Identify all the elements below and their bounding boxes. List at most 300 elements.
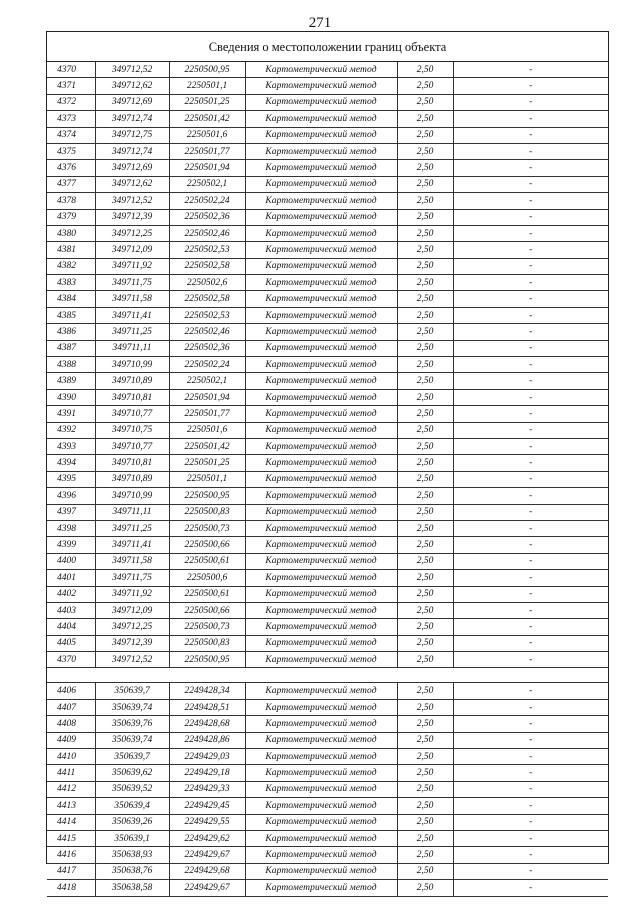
x-coordinate-cell: 349712,52 xyxy=(95,193,169,209)
point-number-cell: 4395 xyxy=(47,471,95,487)
y-coordinate-cell: 2250502,46 xyxy=(169,324,245,340)
table-row xyxy=(47,340,608,356)
point-number-cell: 4393 xyxy=(47,438,95,454)
accuracy-cell: 2,50 xyxy=(397,258,453,274)
page-number: 271 xyxy=(308,15,332,31)
accuracy-cell: 2,50 xyxy=(397,830,453,846)
point-number-cell: 4409 xyxy=(47,732,95,748)
method-cell: Картометрический метод xyxy=(245,127,397,143)
method-cell: Картометрический метод xyxy=(245,78,397,94)
y-coordinate-cell: 2250502,24 xyxy=(169,357,245,373)
point-number-cell: 4387 xyxy=(47,340,95,356)
x-coordinate-cell: 349711,11 xyxy=(95,340,169,356)
x-coordinate-cell: 350638,93 xyxy=(95,847,169,863)
table-row xyxy=(47,619,608,635)
table-row xyxy=(47,699,608,715)
method-cell: Картометрический метод xyxy=(245,488,397,504)
table-row xyxy=(47,258,608,274)
table-row xyxy=(47,291,608,307)
table-row xyxy=(47,94,608,110)
y-coordinate-cell: 2249429,67 xyxy=(169,880,245,896)
accuracy-cell: 2,50 xyxy=(397,455,453,471)
description-cell: - xyxy=(453,193,608,209)
table-row xyxy=(47,143,608,159)
table-row xyxy=(47,683,608,699)
accuracy-cell: 2,50 xyxy=(397,438,453,454)
table-row xyxy=(47,586,608,602)
description-cell: - xyxy=(453,471,608,487)
point-number-cell: 4386 xyxy=(47,324,95,340)
accuracy-cell: 2,50 xyxy=(397,160,453,176)
point-number-cell: 4384 xyxy=(47,291,95,307)
y-coordinate-cell: 2250502,36 xyxy=(169,340,245,356)
method-cell: Картометрический метод xyxy=(245,699,397,715)
description-cell: - xyxy=(453,324,608,340)
y-coordinate-cell: 2249428,68 xyxy=(169,716,245,732)
x-coordinate-cell: 349710,81 xyxy=(95,389,169,405)
y-coordinate-cell: 2250501,6 xyxy=(169,422,245,438)
table-row xyxy=(47,635,608,651)
x-coordinate-cell: 349711,11 xyxy=(95,504,169,520)
coordinates-table-body xyxy=(47,62,608,896)
y-coordinate-cell: 2250501,42 xyxy=(169,438,245,454)
point-number-cell: 4390 xyxy=(47,389,95,405)
accuracy-cell: 2,50 xyxy=(397,357,453,373)
accuracy-cell: 2,50 xyxy=(397,798,453,814)
y-coordinate-cell: 2250500,61 xyxy=(169,586,245,602)
y-coordinate-cell: 2250500,83 xyxy=(169,635,245,651)
point-number-cell: 4381 xyxy=(47,242,95,258)
point-number-cell: 4375 xyxy=(47,143,95,159)
y-coordinate-cell: 2250501,94 xyxy=(169,389,245,405)
coordinates-table xyxy=(47,62,608,897)
x-coordinate-cell: 350639,74 xyxy=(95,732,169,748)
x-coordinate-cell: 349710,77 xyxy=(95,438,169,454)
sheet-title: Сведения о местоположении границ объекта xyxy=(47,32,608,62)
table-row xyxy=(47,438,608,454)
point-number-cell: 4370 xyxy=(47,652,95,668)
point-number-cell: 4370 xyxy=(47,62,95,78)
table-row xyxy=(47,537,608,553)
y-coordinate-cell: 2250502,53 xyxy=(169,242,245,258)
point-number-cell: 4412 xyxy=(47,781,95,797)
table-row xyxy=(47,716,608,732)
y-coordinate-cell: 2250501,42 xyxy=(169,111,245,127)
description-cell: - xyxy=(453,176,608,192)
y-coordinate-cell: 2249429,68 xyxy=(169,863,245,879)
accuracy-cell: 2,50 xyxy=(397,471,453,487)
point-number-cell: 4408 xyxy=(47,716,95,732)
method-cell: Картометрический метод xyxy=(245,520,397,536)
x-coordinate-cell: 349712,39 xyxy=(95,209,169,225)
method-cell: Картометрический метод xyxy=(245,863,397,879)
method-cell: Картометрический метод xyxy=(245,652,397,668)
point-number-cell: 4377 xyxy=(47,176,95,192)
description-cell: - xyxy=(453,781,608,797)
method-cell: Картометрический метод xyxy=(245,438,397,454)
y-coordinate-cell: 2250501,77 xyxy=(169,143,245,159)
accuracy-cell: 2,50 xyxy=(397,422,453,438)
x-coordinate-cell: 349712,69 xyxy=(95,160,169,176)
y-coordinate-cell: 2249428,86 xyxy=(169,732,245,748)
x-coordinate-cell: 350639,1 xyxy=(95,830,169,846)
y-coordinate-cell: 2249429,62 xyxy=(169,830,245,846)
method-cell: Картометрический метод xyxy=(245,814,397,830)
x-coordinate-cell: 349711,41 xyxy=(95,537,169,553)
description-cell: - xyxy=(453,389,608,405)
accuracy-cell: 2,50 xyxy=(397,847,453,863)
description-cell: - xyxy=(453,765,608,781)
x-coordinate-cell: 349712,75 xyxy=(95,127,169,143)
table-row xyxy=(47,732,608,748)
x-coordinate-cell: 349712,74 xyxy=(95,143,169,159)
description-cell: - xyxy=(453,847,608,863)
point-number-cell: 4402 xyxy=(47,586,95,602)
table-row xyxy=(47,62,608,78)
accuracy-cell: 2,50 xyxy=(397,176,453,192)
accuracy-cell: 2,50 xyxy=(397,62,453,78)
table-row xyxy=(47,127,608,143)
point-number-cell: 4416 xyxy=(47,847,95,863)
table-row xyxy=(47,406,608,422)
table-row xyxy=(47,814,608,830)
y-coordinate-cell: 2249429,18 xyxy=(169,765,245,781)
x-coordinate-cell: 349710,77 xyxy=(95,406,169,422)
description-cell: - xyxy=(453,602,608,618)
point-number-cell: 4378 xyxy=(47,193,95,209)
y-coordinate-cell: 2250501,1 xyxy=(169,78,245,94)
point-number-cell: 4406 xyxy=(47,683,95,699)
table-row xyxy=(47,830,608,846)
accuracy-cell: 2,50 xyxy=(397,78,453,94)
accuracy-cell: 2,50 xyxy=(397,602,453,618)
point-number-cell: 4417 xyxy=(47,863,95,879)
method-cell: Картометрический метод xyxy=(245,111,397,127)
description-cell: - xyxy=(453,749,608,765)
accuracy-cell: 2,50 xyxy=(397,389,453,405)
y-coordinate-cell: 2250502,36 xyxy=(169,209,245,225)
method-cell: Картометрический метод xyxy=(245,406,397,422)
method-cell: Картометрический метод xyxy=(245,455,397,471)
accuracy-cell: 2,50 xyxy=(397,619,453,635)
x-coordinate-cell: 349712,09 xyxy=(95,242,169,258)
x-coordinate-cell: 350639,7 xyxy=(95,749,169,765)
x-coordinate-cell: 349711,25 xyxy=(95,520,169,536)
y-coordinate-cell: 2250500,95 xyxy=(169,488,245,504)
method-cell: Картометрический метод xyxy=(245,716,397,732)
y-coordinate-cell: 2250501,25 xyxy=(169,455,245,471)
accuracy-cell: 2,50 xyxy=(397,749,453,765)
method-cell: Картометрический метод xyxy=(245,798,397,814)
accuracy-cell: 2,50 xyxy=(397,683,453,699)
x-coordinate-cell: 349711,41 xyxy=(95,307,169,323)
description-cell: - xyxy=(453,537,608,553)
accuracy-cell: 2,50 xyxy=(397,699,453,715)
point-number-cell: 4389 xyxy=(47,373,95,389)
accuracy-cell: 2,50 xyxy=(397,716,453,732)
accuracy-cell: 2,50 xyxy=(397,814,453,830)
method-cell: Картометрический метод xyxy=(245,602,397,618)
method-cell: Картометрический метод xyxy=(245,422,397,438)
accuracy-cell: 2,50 xyxy=(397,504,453,520)
accuracy-cell: 2,50 xyxy=(397,406,453,422)
point-number-cell: 4403 xyxy=(47,602,95,618)
x-coordinate-cell: 349712,69 xyxy=(95,94,169,110)
y-coordinate-cell: 2250502,53 xyxy=(169,307,245,323)
x-coordinate-cell: 349710,89 xyxy=(95,373,169,389)
accuracy-cell: 2,50 xyxy=(397,225,453,241)
x-coordinate-cell: 350639,74 xyxy=(95,699,169,715)
description-cell: - xyxy=(453,258,608,274)
accuracy-cell: 2,50 xyxy=(397,586,453,602)
x-coordinate-cell: 349710,99 xyxy=(95,488,169,504)
accuracy-cell: 2,50 xyxy=(397,635,453,651)
accuracy-cell: 2,50 xyxy=(397,863,453,879)
table-row xyxy=(47,765,608,781)
point-number-cell: 4410 xyxy=(47,749,95,765)
accuracy-cell: 2,50 xyxy=(397,765,453,781)
x-coordinate-cell: 349711,92 xyxy=(95,586,169,602)
accuracy-cell: 2,50 xyxy=(397,488,453,504)
description-cell: - xyxy=(453,373,608,389)
description-cell: - xyxy=(453,357,608,373)
point-number-cell: 4392 xyxy=(47,422,95,438)
point-number-cell: 4413 xyxy=(47,798,95,814)
y-coordinate-cell: 2250502,24 xyxy=(169,193,245,209)
description-cell: - xyxy=(453,127,608,143)
method-cell: Картометрический метод xyxy=(245,749,397,765)
description-cell: - xyxy=(453,732,608,748)
y-coordinate-cell: 2249428,51 xyxy=(169,699,245,715)
table-row xyxy=(47,863,608,879)
boundary-sheet xyxy=(46,31,609,893)
description-cell: - xyxy=(453,307,608,323)
point-number-cell: 4388 xyxy=(47,357,95,373)
accuracy-cell: 2,50 xyxy=(397,94,453,110)
method-cell: Картометрический метод xyxy=(245,324,397,340)
y-coordinate-cell: 2250500,73 xyxy=(169,520,245,536)
description-cell: - xyxy=(453,619,608,635)
description-cell: - xyxy=(453,586,608,602)
accuracy-cell: 2,50 xyxy=(397,275,453,291)
method-cell: Картометрический метод xyxy=(245,242,397,258)
table-row xyxy=(47,570,608,586)
description-cell: - xyxy=(453,291,608,307)
y-coordinate-cell: 2250500,6 xyxy=(169,570,245,586)
accuracy-cell: 2,50 xyxy=(397,143,453,159)
table-row xyxy=(47,749,608,765)
y-coordinate-cell: 2249429,55 xyxy=(169,814,245,830)
table-row xyxy=(47,471,608,487)
y-coordinate-cell: 2250502,58 xyxy=(169,291,245,307)
group-separator-row xyxy=(47,668,608,683)
description-cell: - xyxy=(453,830,608,846)
accuracy-cell: 2,50 xyxy=(397,520,453,536)
table-row xyxy=(47,242,608,258)
y-coordinate-cell: 2250501,25 xyxy=(169,94,245,110)
x-coordinate-cell: 349712,25 xyxy=(95,619,169,635)
table-row xyxy=(47,209,608,225)
method-cell: Картометрический метод xyxy=(245,193,397,209)
point-number-cell: 4374 xyxy=(47,127,95,143)
method-cell: Картометрический метод xyxy=(245,291,397,307)
method-cell: Картометрический метод xyxy=(245,732,397,748)
y-coordinate-cell: 2249428,34 xyxy=(169,683,245,699)
description-cell: - xyxy=(453,406,608,422)
accuracy-cell: 2,50 xyxy=(397,570,453,586)
method-cell: Картометрический метод xyxy=(245,62,397,78)
y-coordinate-cell: 2250500,66 xyxy=(169,537,245,553)
method-cell: Картометрический метод xyxy=(245,586,397,602)
x-coordinate-cell: 349712,62 xyxy=(95,176,169,192)
point-number-cell: 4385 xyxy=(47,307,95,323)
description-cell: - xyxy=(453,570,608,586)
method-cell: Картометрический метод xyxy=(245,389,397,405)
y-coordinate-cell: 2250502,1 xyxy=(169,373,245,389)
point-number-cell: 4391 xyxy=(47,406,95,422)
accuracy-cell: 2,50 xyxy=(397,111,453,127)
x-coordinate-cell: 350639,4 xyxy=(95,798,169,814)
point-number-cell: 4380 xyxy=(47,225,95,241)
method-cell: Картометрический метод xyxy=(245,847,397,863)
table-row xyxy=(47,455,608,471)
accuracy-cell: 2,50 xyxy=(397,307,453,323)
point-number-cell: 4379 xyxy=(47,209,95,225)
point-number-cell: 4371 xyxy=(47,78,95,94)
accuracy-cell: 2,50 xyxy=(397,880,453,896)
table-row xyxy=(47,357,608,373)
y-coordinate-cell: 2250500,66 xyxy=(169,602,245,618)
y-coordinate-cell: 2250501,1 xyxy=(169,471,245,487)
table-row xyxy=(47,553,608,569)
y-coordinate-cell: 2250501,77 xyxy=(169,406,245,422)
x-coordinate-cell: 350639,26 xyxy=(95,814,169,830)
method-cell: Картометрический метод xyxy=(245,765,397,781)
point-number-cell: 4411 xyxy=(47,765,95,781)
accuracy-cell: 2,50 xyxy=(397,209,453,225)
point-number-cell: 4383 xyxy=(47,275,95,291)
x-coordinate-cell: 349712,25 xyxy=(95,225,169,241)
table-row xyxy=(47,225,608,241)
description-cell: - xyxy=(453,455,608,471)
accuracy-cell: 2,50 xyxy=(397,340,453,356)
method-cell: Картометрический метод xyxy=(245,94,397,110)
table-row xyxy=(47,307,608,323)
accuracy-cell: 2,50 xyxy=(397,373,453,389)
description-cell: - xyxy=(453,880,608,896)
accuracy-cell: 2,50 xyxy=(397,652,453,668)
table-row xyxy=(47,373,608,389)
x-coordinate-cell: 349711,75 xyxy=(95,275,169,291)
method-cell: Картометрический метод xyxy=(245,160,397,176)
y-coordinate-cell: 2250502,1 xyxy=(169,176,245,192)
point-number-cell: 4407 xyxy=(47,699,95,715)
y-coordinate-cell: 2250502,6 xyxy=(169,275,245,291)
point-number-cell: 4394 xyxy=(47,455,95,471)
accuracy-cell: 2,50 xyxy=(397,553,453,569)
table-row xyxy=(47,652,608,668)
table-row xyxy=(47,488,608,504)
y-coordinate-cell: 2249429,45 xyxy=(169,798,245,814)
method-cell: Картометрический метод xyxy=(245,830,397,846)
y-coordinate-cell: 2250500,95 xyxy=(169,62,245,78)
table-row xyxy=(47,781,608,797)
x-coordinate-cell: 349710,89 xyxy=(95,471,169,487)
accuracy-cell: 2,50 xyxy=(397,537,453,553)
method-cell: Картометрический метод xyxy=(245,683,397,699)
table-row xyxy=(47,602,608,618)
method-cell: Картометрический метод xyxy=(245,143,397,159)
method-cell: Картометрический метод xyxy=(245,307,397,323)
point-number-cell: 4376 xyxy=(47,160,95,176)
y-coordinate-cell: 2250500,95 xyxy=(169,652,245,668)
method-cell: Картометрический метод xyxy=(245,258,397,274)
description-cell: - xyxy=(453,340,608,356)
point-number-cell: 4397 xyxy=(47,504,95,520)
accuracy-cell: 2,50 xyxy=(397,781,453,797)
x-coordinate-cell: 349711,25 xyxy=(95,324,169,340)
accuracy-cell: 2,50 xyxy=(397,732,453,748)
accuracy-cell: 2,50 xyxy=(397,242,453,258)
y-coordinate-cell: 2250501,94 xyxy=(169,160,245,176)
x-coordinate-cell: 349711,58 xyxy=(95,553,169,569)
x-coordinate-cell: 350639,7 xyxy=(95,683,169,699)
method-cell: Картометрический метод xyxy=(245,880,397,896)
x-coordinate-cell: 350639,76 xyxy=(95,716,169,732)
x-coordinate-cell: 349712,39 xyxy=(95,635,169,651)
point-number-cell: 4414 xyxy=(47,814,95,830)
table-row xyxy=(47,111,608,127)
y-coordinate-cell: 2250502,58 xyxy=(169,258,245,274)
point-number-cell: 4418 xyxy=(47,880,95,896)
description-cell: - xyxy=(453,553,608,569)
x-coordinate-cell: 350639,62 xyxy=(95,765,169,781)
description-cell: - xyxy=(453,143,608,159)
x-coordinate-cell: 349710,99 xyxy=(95,357,169,373)
x-coordinate-cell: 349711,92 xyxy=(95,258,169,274)
y-coordinate-cell: 2250500,61 xyxy=(169,553,245,569)
description-cell: - xyxy=(453,111,608,127)
y-coordinate-cell: 2250500,73 xyxy=(169,619,245,635)
description-cell: - xyxy=(453,160,608,176)
point-number-cell: 4398 xyxy=(47,520,95,536)
description-cell: - xyxy=(453,814,608,830)
y-coordinate-cell: 2249429,67 xyxy=(169,847,245,863)
x-coordinate-cell: 349712,74 xyxy=(95,111,169,127)
table-row xyxy=(47,389,608,405)
description-cell: - xyxy=(453,652,608,668)
description-cell: - xyxy=(453,504,608,520)
method-cell: Картометрический метод xyxy=(245,537,397,553)
description-cell: - xyxy=(453,209,608,225)
table-row xyxy=(47,324,608,340)
description-cell: - xyxy=(453,488,608,504)
method-cell: Картометрический метод xyxy=(245,225,397,241)
description-cell: - xyxy=(453,438,608,454)
method-cell: Картометрический метод xyxy=(245,619,397,635)
x-coordinate-cell: 349712,52 xyxy=(95,62,169,78)
accuracy-cell: 2,50 xyxy=(397,127,453,143)
method-cell: Картометрический метод xyxy=(245,176,397,192)
x-coordinate-cell: 349711,75 xyxy=(95,570,169,586)
point-number-cell: 4405 xyxy=(47,635,95,651)
method-cell: Картометрический метод xyxy=(245,340,397,356)
method-cell: Картометрический метод xyxy=(245,275,397,291)
description-cell: - xyxy=(453,699,608,715)
description-cell: - xyxy=(453,635,608,651)
description-cell: - xyxy=(453,225,608,241)
x-coordinate-cell: 349712,09 xyxy=(95,602,169,618)
